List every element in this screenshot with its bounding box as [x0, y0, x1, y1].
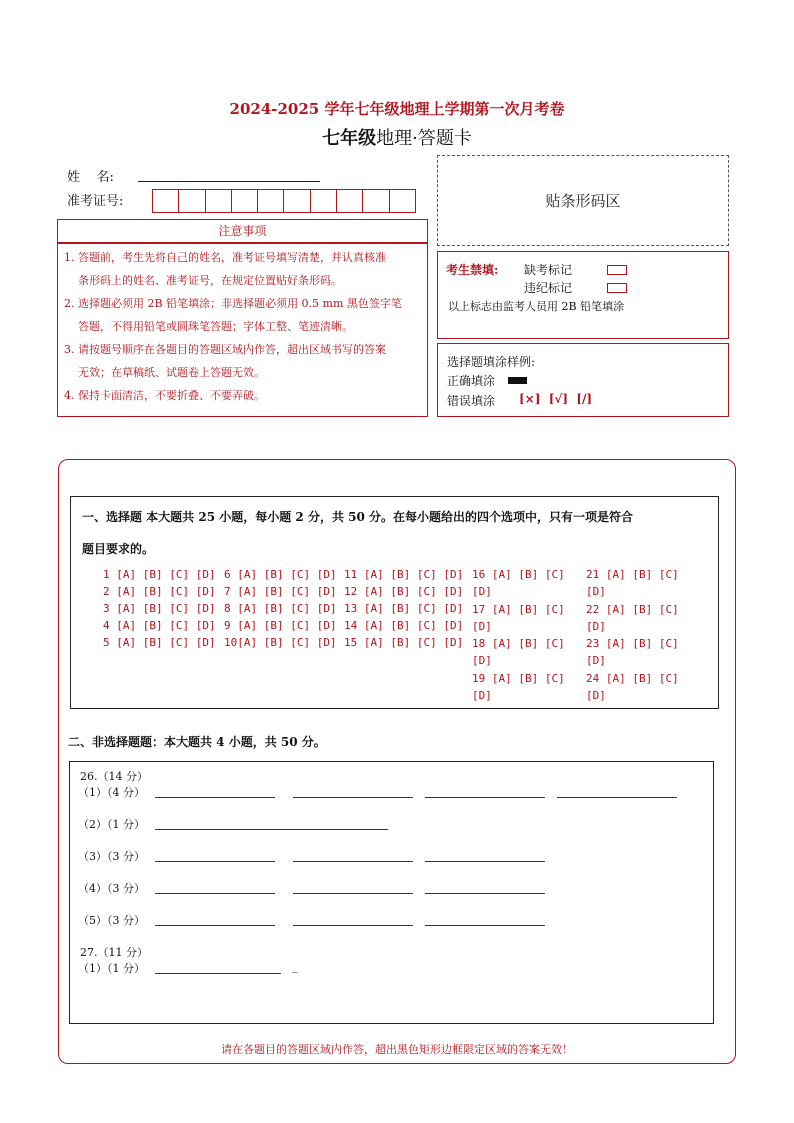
choice-row[interactable]: 9 [A] [B] [C] [D] [224, 619, 337, 632]
choice-column-3[interactable] [344, 566, 463, 651]
sample-box [437, 343, 729, 417]
forbidden-note: 以上标志由监考人员用 2B 铅笔填涂 [448, 300, 625, 313]
choice-row[interactable]: 10[A] [B] [C] [D] [224, 636, 337, 649]
answer-line[interactable] [155, 797, 275, 798]
wrong-marks: [×] [√] [/] [519, 392, 593, 406]
absent-mark[interactable] [607, 265, 627, 275]
q26-2-label: （2）（1 分） [78, 818, 145, 831]
id-cell[interactable] [283, 189, 309, 213]
choice-row[interactable]: 3 [A] [B] [C] [D] [103, 602, 216, 615]
choice-row[interactable]: 5 [A] [B] [C] [D] [103, 636, 216, 649]
id-cell[interactable] [231, 189, 257, 213]
notice-line: 3. 请按题号顺序在各题目的答题区域内作答，超出区域书写的答案 [64, 343, 386, 356]
choice-row[interactable]: [D] [586, 585, 606, 599]
correct-label: 正确填涂 [447, 374, 496, 388]
id-cell[interactable] [205, 189, 231, 213]
choice-column-1[interactable] [103, 566, 216, 651]
barcode-area [437, 155, 729, 246]
id-cell[interactable] [257, 189, 283, 213]
notice-line: 条形码上的姓名、准考证号，在规定位置贴好条形码。 [78, 274, 342, 287]
answer-line[interactable] [155, 973, 281, 974]
answer-line[interactable] [557, 797, 677, 798]
choice-row[interactable]: 12 [A] [B] [C] [D] [344, 585, 464, 598]
choice-row[interactable]: 14 [A] [B] [C] [D] [344, 619, 464, 632]
choice-column-4[interactable] [472, 566, 565, 704]
absent-label: 缺考标记 [524, 263, 573, 277]
q26-label: 26.（14 分） [80, 770, 148, 783]
choice-row[interactable]: 17 [A] [B] [C] [472, 602, 565, 616]
footer-warning: 请在各题目的答题区域内作答，超出黑色矩形边框限定区域的答案无效！ [221, 1043, 573, 1056]
choice-row[interactable]: [D] [586, 689, 606, 703]
violation-label: 违纪标记 [524, 281, 573, 295]
forbidden-box [437, 251, 729, 339]
choice-column-2[interactable] [224, 566, 337, 651]
answer-line[interactable] [425, 893, 545, 894]
exam-title: 2024-2025 学年七年级地理上学期第一次月考卷 [229, 100, 565, 118]
answer-line[interactable] [155, 861, 275, 862]
q26-3-label: （3）（3 分） [78, 850, 145, 863]
choice-row[interactable]: [D] [472, 689, 492, 703]
answer-line[interactable] [155, 829, 388, 830]
q27-1-label: （1）（1 分） [78, 962, 145, 975]
choice-row[interactable]: 21 [A] [B] [C] [586, 568, 679, 581]
notice-line: 2. 选择题必须用 2B 铅笔填涂；非选择题必须用 0.5 mm 黑色签字笔 [64, 297, 402, 310]
id-cell[interactable] [336, 189, 362, 213]
id-cell[interactable] [310, 189, 336, 213]
choice-row[interactable]: 6 [A] [B] [C] [D] [224, 568, 337, 581]
forbidden-title: 考生禁填: [446, 263, 499, 277]
choice-row[interactable]: 16 [A] [B] [C] [472, 568, 565, 581]
id-cell[interactable] [362, 189, 388, 213]
choice-row[interactable]: 24 [A] [B] [C] [586, 671, 679, 685]
choice-row[interactable]: 2 [A] [B] [C] [D] [103, 585, 216, 598]
choice-row[interactable]: [D] [472, 585, 492, 599]
choice-row[interactable]: 23 [A] [B] [C] [586, 637, 679, 651]
notice-title: 注意事项 [57, 219, 428, 243]
answer-line[interactable] [293, 797, 413, 798]
subtitle-grade: 七年级 [322, 128, 377, 149]
notice-line: 4. 保持卡面清洁，不要折叠、不要弄破。 [64, 389, 265, 402]
violation-mark[interactable] [607, 283, 627, 293]
answer-line[interactable] [425, 861, 545, 862]
answer-line[interactable] [425, 797, 545, 798]
choice-row[interactable]: 15 [A] [B] [C] [D] [344, 636, 464, 649]
q27-tail: _ [292, 960, 298, 973]
q27-label: 27.（11 分） [80, 946, 148, 959]
answer-line[interactable] [293, 893, 413, 894]
card-subtitle [0, 124, 794, 150]
choice-row[interactable]: 11 [A] [B] [C] [D] [344, 568, 464, 581]
section1-title-line1: 一、选择题 本大题共 25 小题，每小题 2 分，共 50 分。在每小题给出的四个选项中，只有一项是符合 [82, 510, 633, 524]
notice-line: 无效；在草稿纸、试题卷上答题无效。 [78, 366, 265, 379]
wrong-label: 错误填涂 [447, 394, 496, 408]
id-cell[interactable] [178, 189, 204, 213]
choice-row[interactable]: 7 [A] [B] [C] [D] [224, 585, 337, 598]
answer-line[interactable] [293, 925, 413, 926]
subtitle-rest: 地理·答题卡 [376, 128, 472, 149]
answer-line[interactable] [425, 925, 545, 926]
choice-row[interactable]: [D] [586, 654, 606, 668]
answer-line[interactable] [155, 925, 275, 926]
id-label: 准考证号: [67, 194, 124, 209]
choice-row[interactable]: 19 [A] [B] [C] [472, 671, 565, 685]
choice-row[interactable]: [D] [586, 619, 606, 633]
name-label: 姓 名: [67, 170, 114, 185]
notice-box [57, 243, 428, 417]
barcode-label: 贴条形码区 [545, 192, 621, 210]
choice-row[interactable]: 13 [A] [B] [C] [D] [344, 602, 464, 615]
q26-5-label: （5）（3 分） [78, 914, 145, 927]
choice-row[interactable]: 18 [A] [B] [C] [472, 637, 565, 651]
choice-row[interactable]: 1 [A] [B] [C] [D] [103, 568, 216, 581]
answer-line[interactable] [155, 893, 275, 894]
choice-row[interactable]: 8 [A] [B] [C] [D] [224, 602, 337, 615]
section1-title-line2: 题目要求的。 [82, 542, 155, 556]
sample-title: 选择题填涂样例: [447, 355, 536, 369]
choice-row[interactable]: [D] [472, 619, 492, 633]
choice-row[interactable]: 4 [A] [B] [C] [D] [103, 619, 216, 632]
notice-line: 1. 答题前，考生先将自己的姓名，准考证号填写清楚，并认真核准 [64, 251, 386, 264]
q26-4-label: （4）（3 分） [78, 882, 145, 895]
id-cell[interactable] [389, 189, 416, 213]
filled-sample-mark [508, 377, 527, 384]
choice-row[interactable]: 22 [A] [B] [C] [586, 602, 679, 616]
section2-title: 二、非选择题题：本大题共 4 小题，共 50 分。 [68, 735, 326, 749]
answer-line[interactable] [293, 861, 413, 862]
choice-column-5[interactable] [586, 566, 679, 704]
exam-id-grid[interactable] [152, 189, 416, 213]
choice-row[interactable]: [D] [472, 654, 492, 668]
id-cell[interactable] [152, 189, 178, 213]
q26-1-label: （1）（4 分） [78, 786, 145, 799]
name-field[interactable] [138, 181, 320, 182]
notice-line: 答题，不得用铅笔或圆珠笔答题；字体工整、笔迹清晰。 [78, 320, 353, 333]
